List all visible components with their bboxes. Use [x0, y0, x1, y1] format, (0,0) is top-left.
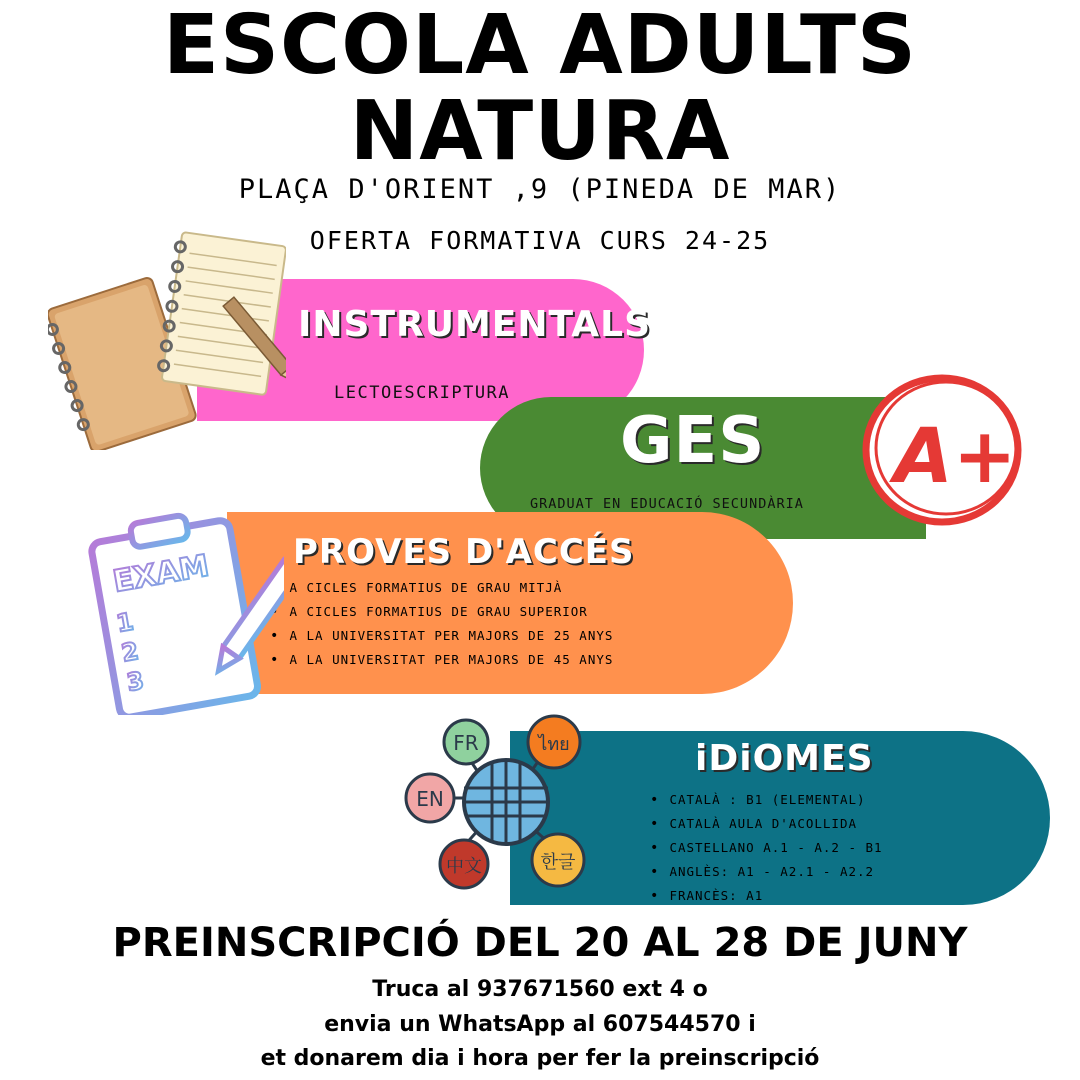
- svg-text:1: 1: [114, 607, 136, 638]
- list-item: • A CICLES FORMATIUS DE GRAU MITJÀ: [270, 576, 613, 600]
- exam-label: EXAM: [110, 548, 212, 600]
- title-line-2: NATURA: [349, 84, 731, 179]
- list-item: • CATALÀ : B1 (ELEMENTAL): [650, 788, 883, 812]
- list-item: • ANGLÈS: A1 - A2.1 - A2.2: [650, 860, 883, 884]
- proves-title: PROVES D'ACCÉS: [293, 532, 635, 572]
- instrumentals-title: INSTRUMENTALS: [298, 304, 651, 345]
- grade-a-plus-icon: [856, 364, 1032, 534]
- idiomes-list: [650, 788, 883, 908]
- list-item: • FRANCÈS: A1: [650, 884, 883, 908]
- bubble-zh: 中文: [446, 856, 482, 877]
- languages-globe-icon: [400, 706, 600, 902]
- ges-text: GRADUAT EN EDUCACIÓ SECUNDÀRIA: [530, 496, 804, 512]
- notebook-icon: [48, 228, 286, 450]
- grade-text: A+: [894, 411, 1017, 500]
- list-item: • A LA UNIVERSITAT PER MAJORS DE 45 ANYS: [270, 648, 613, 672]
- footer-line-1: Truca al 937671560 ext 4 o: [372, 977, 708, 1002]
- list-item: • CATALÀ AULA D'ACOLLIDA: [650, 812, 883, 836]
- instrumentals-text: LECTOESCRIPTURA: [334, 383, 511, 403]
- list-item: • CASTELLANO A.1 - A.2 - B1: [650, 836, 883, 860]
- footer-line-3: et donarem dia i hora per fer la preinscripció: [260, 1046, 820, 1071]
- ges-title: GES: [620, 404, 766, 478]
- preinscription-dates: PREINSCRIPCIÓ DEL 20 AL 28 DE JUNY: [112, 920, 968, 966]
- svg-text:2: 2: [119, 636, 141, 668]
- list-item: • A CICLES FORMATIUS DE GRAU SUPERIOR: [270, 600, 613, 624]
- title-line-1: ESCOLA ADULTS: [162, 0, 917, 93]
- footer-line-2: envia un WhatsApp al 607544570 i: [324, 1012, 756, 1037]
- bubble-en: EN: [416, 787, 444, 811]
- address: PLAÇA D'ORIENT ,9 (PINEDA DE MAR): [238, 174, 842, 205]
- idiomes-title: iDiOMES: [695, 738, 874, 779]
- course-offer: OFERTA FORMATIVA CURS 24-25: [309, 226, 771, 255]
- list-item: • A LA UNIVERSITAT PER MAJORS DE 25 ANYS: [270, 624, 613, 648]
- exam-clipboard-icon: [84, 510, 284, 715]
- svg-text:3: 3: [124, 666, 147, 697]
- bubble-fr: FR: [453, 731, 479, 755]
- proves-list: [270, 576, 613, 672]
- bubble-ko: 한글: [540, 852, 576, 873]
- bubble-thai: ไทย: [538, 734, 570, 755]
